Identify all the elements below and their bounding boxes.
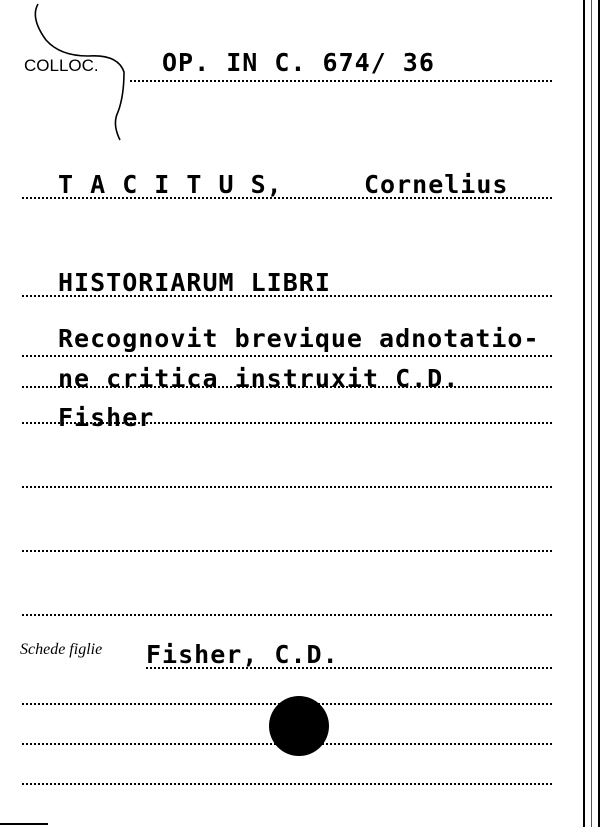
author-surname: T A C I T U S, (58, 170, 283, 199)
dotted-line (22, 197, 552, 199)
title: HISTORIARUM LIBRI (58, 268, 331, 297)
right-border-line (583, 0, 585, 827)
schede-value: Fisher, C.D. (146, 640, 339, 669)
punch-hole (269, 696, 329, 756)
colloc-label: COLLOC. (24, 56, 99, 75)
dotted-line (22, 550, 552, 552)
dotted-line (22, 614, 552, 616)
note-line-1: Recognovit brevique adnotatio- (58, 324, 540, 353)
dotted-line (22, 386, 552, 388)
note-line-3: Fisher (58, 403, 155, 432)
dotted-line (146, 667, 552, 669)
bottom-edge-line (0, 823, 48, 825)
dotted-line (130, 80, 552, 82)
dotted-line (22, 295, 552, 297)
right-border-line-inner (591, 0, 592, 827)
right-border-line-outer (598, 0, 600, 827)
note-line-2: ne critica instruxit C.D. (58, 364, 460, 393)
schede-label: Schede figlie (20, 641, 103, 658)
dotted-line (22, 783, 552, 785)
shelfmark: OP. IN C. 674/ 36 (162, 48, 435, 77)
dotted-line (22, 355, 552, 357)
dotted-line (22, 422, 552, 424)
author-forename: Cornelius (364, 170, 509, 199)
dotted-line (22, 486, 552, 488)
